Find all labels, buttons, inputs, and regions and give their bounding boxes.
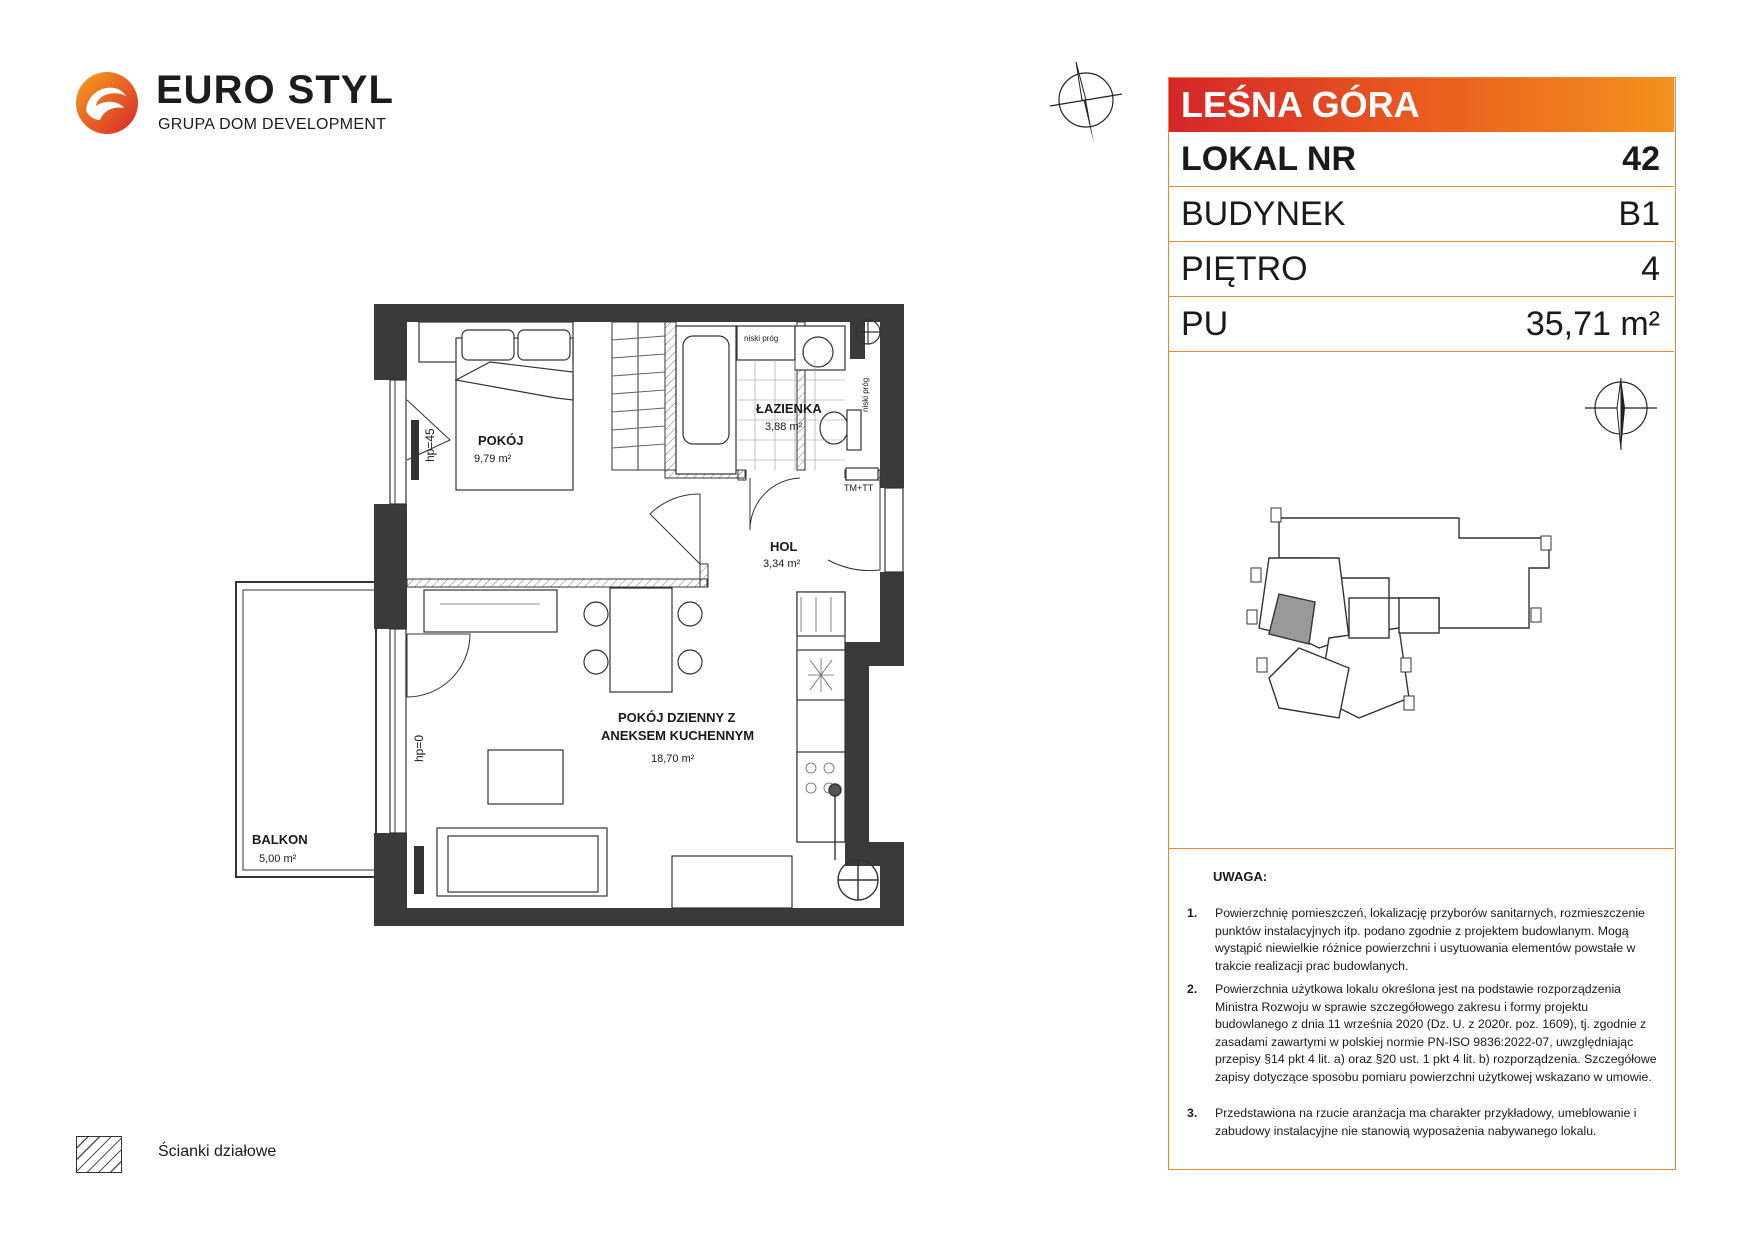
room-label-balkon: BALKON xyxy=(252,832,308,847)
notes-section xyxy=(1169,848,1674,1138)
note-number: 2. xyxy=(1187,982,1198,996)
legend-label: Ścianki działowe xyxy=(158,1143,277,1160)
room-area-balkon: 5,00 m² xyxy=(259,853,297,865)
wardrobe xyxy=(612,322,665,470)
field-pietro xyxy=(1169,242,1674,297)
field-label: PIĘTRO xyxy=(1181,250,1308,288)
window-height-living: hp=0 xyxy=(412,734,426,762)
logo-subtitle: GRUPA DOM DEVELOPMENT xyxy=(158,116,387,133)
field-label: BUDYNEK xyxy=(1181,195,1346,233)
room-label-dzienny-1: POKÓJ DZIENNY Z xyxy=(618,710,736,725)
note-text: Powierzchnia użytkowa lokalu określona jest na podstawie rozporządzenia Ministra Rozwoju w sprawie szczegółowego zakresu i formy projektu budowlanego z dnia 11 września 2020 (Dz. U. z 2020r. poz. 1609), tj. zgodnie z zasadami zawartymi w polskiej normie PN-ISO 9836:2022-07, uwzględniając przepisy §14 pkt 4 lit. a) oraz §20 ust. 1 pkt 4 lit. b) rozporządzenia. Szczegółowe zapisy dotyczące sposobu pomiaru powierzchni użytkowej wskazano w umowie. xyxy=(1215,982,1657,1084)
info-panel xyxy=(1168,77,1676,1170)
notes-title: UWAGA: xyxy=(1213,869,1268,884)
field-label: LOKAL NR xyxy=(1181,140,1357,178)
room-area-pokoj: 9,79 m² xyxy=(474,453,512,465)
note-number: 1. xyxy=(1187,906,1198,920)
room-label-lazienka: ŁAZIENKA xyxy=(756,401,822,416)
installation-valve-top xyxy=(856,320,880,344)
field-budynek xyxy=(1169,187,1674,242)
note-item xyxy=(1187,1105,1657,1140)
window-height-bedroom: hp=45 xyxy=(423,428,437,462)
field-value: 35,71 m² xyxy=(1525,305,1660,343)
compass-icon xyxy=(1583,374,1659,454)
installation-label: TM+TT xyxy=(844,483,874,493)
north-arrow-icon xyxy=(1048,58,1124,148)
field-lokal xyxy=(1169,132,1674,187)
note-item xyxy=(1187,981,1657,1087)
field-value: 42 xyxy=(1622,140,1660,178)
note-text: Przedstawiona na rzucie aranżacja ma charakter przykładowy, umeblowanie i zabudowy instalacyjne nie stanowią wyposażenia nabywanego lokalu. xyxy=(1215,1106,1637,1138)
low-threshold-label-1: niski próg xyxy=(744,334,779,343)
room-area-lazienka: 3,88 m² xyxy=(765,421,803,433)
room-label-dzienny-2: ANEKSEM KUCHENNYM xyxy=(601,728,755,743)
note-number: 3. xyxy=(1187,1106,1198,1120)
low-threshold-label-2: niski próg xyxy=(861,377,870,412)
logo-brand-text: EURO STYL xyxy=(156,68,394,112)
note-text: Powierzchnię pomieszczeń, lokalizację przyborów sanitarnych, rozmieszczenie punktów instalacyjnych itp. podano zgodnie z projektem budowlanym. Mogą wystąpić niewielkie różnice powierzchni i usytuowania elementów powstałe w trakcie realizacji prac budowlanych. xyxy=(1215,906,1645,973)
field-value: B1 xyxy=(1618,195,1660,233)
field-pu xyxy=(1169,297,1674,352)
room-label-pokoj: POKÓJ xyxy=(478,433,524,448)
legend-hatch-swatch xyxy=(76,1136,122,1173)
note-item xyxy=(1187,905,1657,975)
project-name: LEŚNA GÓRA xyxy=(1169,78,1674,132)
field-label: PU xyxy=(1181,305,1229,343)
room-label-hol: HOL xyxy=(770,539,798,554)
building-key-plan xyxy=(1239,498,1589,738)
room-area-hol: 3,34 m² xyxy=(763,558,801,570)
radiator xyxy=(414,846,424,894)
kitchen-units xyxy=(424,588,845,908)
radiator-bedroom xyxy=(411,420,419,480)
room-area-dzienny: 18,70 m² xyxy=(651,753,695,765)
field-value: 4 xyxy=(1641,250,1660,288)
